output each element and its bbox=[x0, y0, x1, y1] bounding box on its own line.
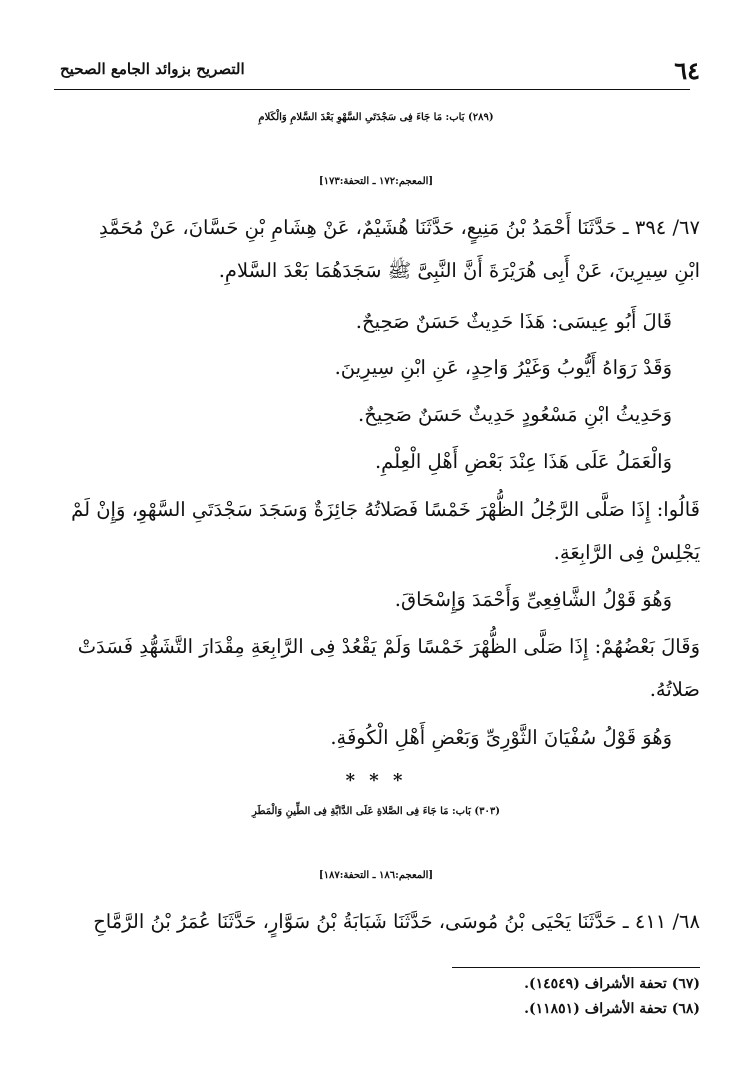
commentary-paragraph: وَهُوَ قَوْلُ الشَّافِعِىِّ وَأَحْمَدَ وَإِسْحَاقَ. bbox=[394, 588, 672, 611]
commentary-paragraph: قَالَ أَبُو عِيسَى: هَذَا حَدِيثٌ حَسَنٌ صَحِيحٌ. bbox=[355, 310, 672, 333]
page-number: ٦٤ bbox=[674, 56, 700, 85]
commentary-paragraph-line-2: يَجْلِسْ فِى الرَّابِعَةِ. bbox=[553, 541, 700, 564]
footnote: (٦٨) تحفة الأشراف (١١٨٥١). bbox=[524, 1001, 700, 1017]
running-header-title: التصريح بزوائد الجامع الصحيح bbox=[60, 60, 245, 78]
hadith-67-isnad-line-1: ٦٧/ ٣٩٤ ـ حَدَّثَنَا أَحْمَدُ بْنُ مَنِيعٍ، حَدَّثَنَا هُشَيْمٌ، عَنْ هِشَامِ بْنِ حَسَّانَ، عَنْ مُحَمَّدِ bbox=[99, 216, 700, 239]
chapter-reference-303: [المعجم:١٨٦ ـ التحفة:١٨٧] bbox=[318, 870, 434, 881]
commentary-paragraph: وَقَدْ رَوَاهُ أَيُّوبُ وَغَيْرُ وَاحِدٍ، عَنِ ابْنِ سِيرِينَ. bbox=[334, 356, 672, 379]
chapter-title-303: (٣٠٣) بَاب: مَا جَاءَ فِى الصَّلاةِ عَلَى الدَّابَّةِ فِى الطِّينِ وَالْمَطَرِ bbox=[251, 806, 501, 817]
hadith-68-isnad-line-1: ٦٨/ ٤١١ ـ حَدَّثَنَا يَحْيَى بْنُ مُوسَى، حَدَّثَنَا شَبَابَةُ بْنُ سَوَّارٍ، حَدَّثَنَا عُمَرُ بْنُ الرَّمَّاحِ bbox=[93, 910, 700, 933]
hadith-67-isnad-line-2: ابْنِ سِيرِينَ، عَنْ أَبِى هُرَيْرَةَ أَنَّ النَّبِىَّ ﷺ سَجَدَهُمَا بَعْدَ السَّلامِ. bbox=[218, 259, 700, 282]
chapter-title-289: (٢٨٩) بَاب: مَا جَاءَ فِى سَجْدَتَىِ السَّهْوِ بَعْدَ السَّلامِ وَالْكَلامِ bbox=[258, 112, 494, 123]
commentary-paragraph: وَالْعَمَلُ عَلَى هَذَا عِنْدَ بَعْضِ أَهْلِ الْعِلْمِ. bbox=[374, 450, 672, 473]
footnote-rule bbox=[452, 967, 700, 968]
commentary-paragraph: وَحَدِيثُ ابْنِ مَسْعُودٍ حَدِيثٌ حَسَنٌ صَحِيحٌ. bbox=[358, 403, 672, 426]
commentary-paragraph: وَهُوَ قَوْلُ سُفْيَانَ الثَّوْرِىِّ وَبَعْضِ أَهْلِ الْكُوفَةِ. bbox=[330, 726, 672, 749]
footnote: (٦٧) تحفة الأشراف (١٤٥٤٩). bbox=[524, 976, 700, 992]
commentary-paragraph-line-2: صَلاتُهُ. bbox=[649, 678, 700, 701]
commentary-paragraph-line-1: قَالُوا: إِذَا صَلَّى الرَّجُلُ الظُّهْرَ خَمْسًا فَصَلاتُهُ جَائِزَةٌ وَسَجَدَ سَجْدَتَىِ السَّهْوِ، وَإِنْ لَمْ bbox=[71, 498, 700, 521]
header-rule bbox=[54, 89, 690, 90]
commentary-paragraph-line-1: وَقَالَ بَعْضُهُمْ: إِذَا صَلَّى الظُّهْرَ خَمْسًا وَلَمْ يَقْعُدْ فِى الرَّابِعَةِ مِقْدَارَ التَّشَهُّدِ فَسَدَتْ bbox=[77, 635, 700, 658]
chapter-reference-289: [المعجم:١٧٢ ـ التحفة:١٧٣] bbox=[318, 176, 434, 187]
section-separator: * * * bbox=[345, 770, 407, 791]
